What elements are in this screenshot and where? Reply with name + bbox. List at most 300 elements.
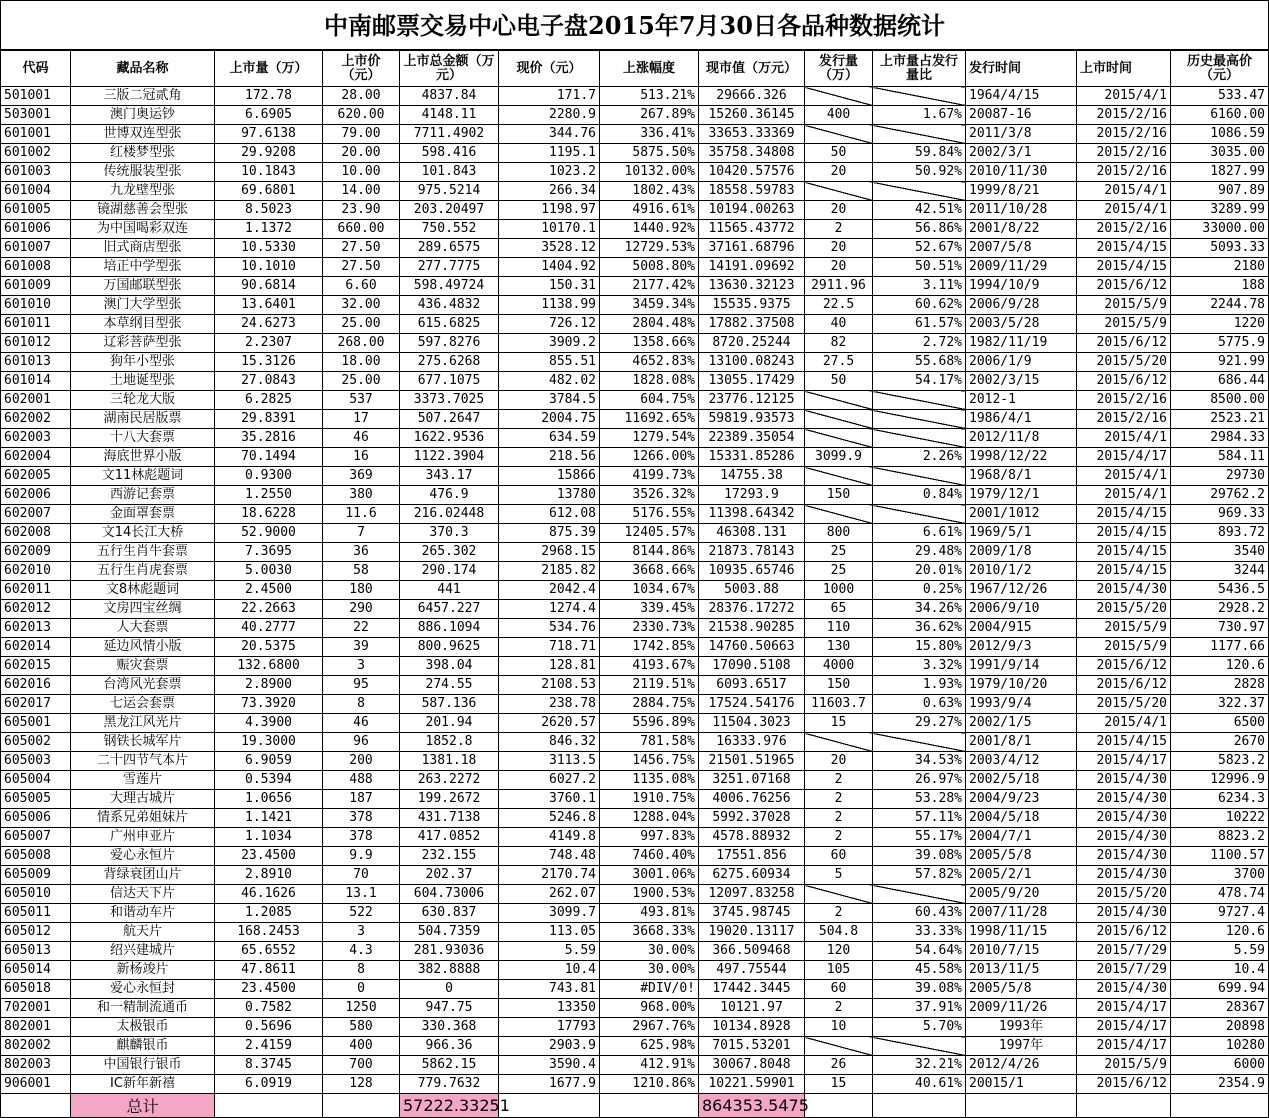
- cell-rise[interactable]: 336.41%: [600, 125, 699, 144]
- cell-name[interactable]: 海底世界小版: [71, 448, 215, 467]
- cell-high-price[interactable]: 5823.2: [1171, 752, 1269, 771]
- cell-market-value[interactable]: 14755.38: [699, 467, 805, 486]
- cell-listed-amount[interactable]: 966.36: [400, 1037, 499, 1056]
- cell-code[interactable]: 605009: [1, 866, 71, 885]
- cell-listed-ratio[interactable]: 3.32%: [873, 657, 966, 676]
- cell-rise[interactable]: 5875.50%: [600, 144, 699, 163]
- cell-listed-amount[interactable]: 677.1075: [400, 372, 499, 391]
- cell-rise[interactable]: 968.00%: [600, 999, 699, 1018]
- cell-listed-amount[interactable]: 800.9625: [400, 638, 499, 657]
- cell-issue-qty[interactable]: 15: [805, 1075, 873, 1094]
- cell-list-date[interactable]: 2015/2/16: [1077, 106, 1171, 125]
- cell-code[interactable]: 605010: [1, 885, 71, 904]
- cell-issue-date[interactable]: 2012/9/3: [966, 638, 1077, 657]
- cell-issue-date[interactable]: 2005/2/1: [966, 866, 1077, 885]
- header-listed-amount[interactable]: 上市总金额（万元）: [400, 51, 499, 87]
- cell-issue-date[interactable]: 1986/4/1: [966, 410, 1077, 429]
- cell-code[interactable]: 605018: [1, 980, 71, 999]
- cell-listed-price[interactable]: 25.00: [323, 372, 400, 391]
- cell-issue-qty[interactable]: 5: [805, 866, 873, 885]
- cell-current-price[interactable]: 150.31: [499, 277, 600, 296]
- cell-listed-qty[interactable]: 1.2085: [215, 904, 323, 923]
- cell-listed-price[interactable]: 16: [323, 448, 400, 467]
- cell-rise[interactable]: 12729.53%: [600, 239, 699, 258]
- cell-market-value[interactable]: 13630.32123: [699, 277, 805, 296]
- cell-listed-amount[interactable]: 263.2272: [400, 771, 499, 790]
- cell-market-value[interactable]: 17882.37508: [699, 315, 805, 334]
- cell-name[interactable]: 旧式商店型张: [71, 239, 215, 258]
- cell-code[interactable]: 602010: [1, 562, 71, 581]
- cell-listed-ratio[interactable]: [873, 87, 966, 106]
- cell-listed-qty[interactable]: 8.5023: [215, 201, 323, 220]
- cell-issue-date[interactable]: 2009/1/8: [966, 543, 1077, 562]
- cell-listed-amount[interactable]: 398.04: [400, 657, 499, 676]
- cell-listed-qty[interactable]: 1.1421: [215, 809, 323, 828]
- cell-issue-date[interactable]: 2012-1: [966, 391, 1077, 410]
- cell-list-date[interactable]: 2015/4/1: [1077, 182, 1171, 201]
- cell-name[interactable]: 太极银币: [71, 1018, 215, 1037]
- cell-listed-price[interactable]: 378: [323, 809, 400, 828]
- cell-listed-price[interactable]: 27.50: [323, 239, 400, 258]
- cell-listed-ratio[interactable]: 6.61%: [873, 524, 966, 543]
- cell-list-date[interactable]: 2015/4/15: [1077, 733, 1171, 752]
- cell-issue-date[interactable]: 2011/3/8: [966, 125, 1077, 144]
- cell-issue-date[interactable]: 2012/11/8: [966, 429, 1077, 448]
- cell-rise[interactable]: 1288.04%: [600, 809, 699, 828]
- cell-name[interactable]: 培正中学型张: [71, 258, 215, 277]
- cell-code[interactable]: 602003: [1, 429, 71, 448]
- cell-name[interactable]: IC新年新禧: [71, 1075, 215, 1094]
- cell-issue-qty[interactable]: 25: [805, 543, 873, 562]
- cell-code[interactable]: 802001: [1, 1018, 71, 1037]
- cell-high-price[interactable]: 478.74: [1171, 885, 1269, 904]
- cell-listed-qty[interactable]: 10.5330: [215, 239, 323, 258]
- cell-code[interactable]: 605001: [1, 714, 71, 733]
- cell-listed-qty[interactable]: 2.8900: [215, 676, 323, 695]
- cell-code[interactable]: 601003: [1, 163, 71, 182]
- cell-list-date[interactable]: 2015/4/1: [1077, 486, 1171, 505]
- cell-list-date[interactable]: 2015/4/1: [1077, 201, 1171, 220]
- cell-market-value[interactable]: 11398.64342: [699, 505, 805, 524]
- cell-current-price[interactable]: 13350: [499, 999, 600, 1018]
- cell-current-price[interactable]: 612.08: [499, 505, 600, 524]
- cell-current-price[interactable]: 875.39: [499, 524, 600, 543]
- cell-market-value[interactable]: 3745.98745: [699, 904, 805, 923]
- cell-rise[interactable]: 30.00%: [600, 942, 699, 961]
- cell-listed-price[interactable]: 95: [323, 676, 400, 695]
- cell-code[interactable]: 605003: [1, 752, 71, 771]
- cell-current-price[interactable]: 855.51: [499, 353, 600, 372]
- cell-name[interactable]: 十八大套票: [71, 429, 215, 448]
- cell-listed-price[interactable]: 14.00: [323, 182, 400, 201]
- cell-issue-qty[interactable]: 60: [805, 847, 873, 866]
- cell-current-price[interactable]: 2042.4: [499, 581, 600, 600]
- cell-issue-date[interactable]: 2002/5/18: [966, 771, 1077, 790]
- cell-issue-qty[interactable]: 800: [805, 524, 873, 543]
- cell-rise[interactable]: 1266.00%: [600, 448, 699, 467]
- cell-issue-date[interactable]: 1998/12/22: [966, 448, 1077, 467]
- cell-issue-date[interactable]: 1993/9/4: [966, 695, 1077, 714]
- cell-high-price[interactable]: 699.94: [1171, 980, 1269, 999]
- header-listed-price[interactable]: 上市价（元）: [323, 51, 400, 87]
- cell-listed-amount[interactable]: 232.155: [400, 847, 499, 866]
- cell-issue-date[interactable]: 2007/5/8: [966, 239, 1077, 258]
- cell-listed-price[interactable]: 378: [323, 828, 400, 847]
- cell-listed-qty[interactable]: 69.6801: [215, 182, 323, 201]
- header-issue-qty[interactable]: 发行量（万）: [805, 51, 873, 87]
- cell-rise[interactable]: 2330.73%: [600, 619, 699, 638]
- header-rise[interactable]: 上涨幅度: [600, 51, 699, 87]
- cell-rise[interactable]: 1910.75%: [600, 790, 699, 809]
- cell-current-price[interactable]: 726.12: [499, 315, 600, 334]
- cell-current-price[interactable]: 3784.5: [499, 391, 600, 410]
- cell-rise[interactable]: 3001.06%: [600, 866, 699, 885]
- cell-rise[interactable]: 2119.51%: [600, 676, 699, 695]
- cell-high-price[interactable]: 28367: [1171, 999, 1269, 1018]
- cell-list-date[interactable]: 2015/4/17: [1077, 448, 1171, 467]
- cell-current-price[interactable]: 2620.57: [499, 714, 600, 733]
- cell-rise[interactable]: 1456.75%: [600, 752, 699, 771]
- cell-rise[interactable]: 5176.55%: [600, 505, 699, 524]
- cell-listed-price[interactable]: 290: [323, 600, 400, 619]
- cell-market-value[interactable]: 29666.326: [699, 87, 805, 106]
- cell-listed-ratio[interactable]: [873, 410, 966, 429]
- cell-listed-ratio[interactable]: 29.48%: [873, 543, 966, 562]
- cell-listed-ratio[interactable]: 40.61%: [873, 1075, 966, 1094]
- cell-list-date[interactable]: 2015/2/16: [1077, 144, 1171, 163]
- cell-rise[interactable]: 1358.66%: [600, 334, 699, 353]
- cell-list-date[interactable]: 2015/4/1: [1077, 87, 1171, 106]
- cell-market-value[interactable]: 8720.25244: [699, 334, 805, 353]
- cell-name[interactable]: 大理古城片: [71, 790, 215, 809]
- cell-issue-date[interactable]: 2004/915: [966, 619, 1077, 638]
- cell-high-price[interactable]: 907.89: [1171, 182, 1269, 201]
- cell-issue-date[interactable]: 2004/5/18: [966, 809, 1077, 828]
- cell-list-date[interactable]: 2015/4/30: [1077, 847, 1171, 866]
- cell-issue-date[interactable]: 2010/7/15: [966, 942, 1077, 961]
- cell-name[interactable]: 本草纲目型张: [71, 315, 215, 334]
- cell-listed-amount[interactable]: 370.3: [400, 524, 499, 543]
- cell-listed-amount[interactable]: 947.75: [400, 999, 499, 1018]
- cell-listed-qty[interactable]: 168.2453: [215, 923, 323, 942]
- cell-list-date[interactable]: 2015/4/15: [1077, 239, 1171, 258]
- cell-market-value[interactable]: 5003.88: [699, 581, 805, 600]
- cell-name[interactable]: 三轮龙大版: [71, 391, 215, 410]
- cell-current-price[interactable]: 2108.53: [499, 676, 600, 695]
- cell-listed-amount[interactable]: 417.0852: [400, 828, 499, 847]
- cell-code[interactable]: 602009: [1, 543, 71, 562]
- cell-market-value[interactable]: 4006.76256: [699, 790, 805, 809]
- cell-listed-amount[interactable]: 4837.84: [400, 87, 499, 106]
- cell-name[interactable]: 中国银行银币: [71, 1056, 215, 1075]
- cell-name[interactable]: 土地诞型张: [71, 372, 215, 391]
- cell-listed-ratio[interactable]: 3.11%: [873, 277, 966, 296]
- cell-listed-ratio[interactable]: 26.97%: [873, 771, 966, 790]
- total-label[interactable]: 总计: [71, 1094, 215, 1118]
- cell-current-price[interactable]: 846.32: [499, 733, 600, 752]
- cell-listed-price[interactable]: 8: [323, 695, 400, 714]
- cell-current-price[interactable]: 266.34: [499, 182, 600, 201]
- cell-listed-ratio[interactable]: 39.08%: [873, 847, 966, 866]
- cell-list-date[interactable]: 2015/6/12: [1077, 334, 1171, 353]
- cell-listed-qty[interactable]: 7.3695: [215, 543, 323, 562]
- cell-listed-price[interactable]: 187: [323, 790, 400, 809]
- cell-listed-price[interactable]: 46: [323, 429, 400, 448]
- cell-issue-date[interactable]: 1964/4/15: [966, 87, 1077, 106]
- cell-code[interactable]: 601008: [1, 258, 71, 277]
- cell-listed-ratio[interactable]: [873, 391, 966, 410]
- cell-name[interactable]: 和谐动车片: [71, 904, 215, 923]
- cell-list-date[interactable]: 2015/4/17: [1077, 752, 1171, 771]
- cell-high-price[interactable]: 10222: [1171, 809, 1269, 828]
- cell-issue-date[interactable]: 1979/10/20: [966, 676, 1077, 695]
- cell-listed-price[interactable]: 11.6: [323, 505, 400, 524]
- header-name[interactable]: 藏品名称: [71, 51, 215, 87]
- cell-issue-date[interactable]: 1994/10/9: [966, 277, 1077, 296]
- cell-issue-qty[interactable]: 2: [805, 771, 873, 790]
- cell-rise[interactable]: 10132.00%: [600, 163, 699, 182]
- cell-name[interactable]: 五行生肖虎套票: [71, 562, 215, 581]
- cell-high-price[interactable]: 5775.9: [1171, 334, 1269, 353]
- total-cell-high[interactable]: [1171, 1094, 1269, 1118]
- cell-issue-date[interactable]: 20015/1: [966, 1075, 1077, 1094]
- cell-issue-qty[interactable]: 10: [805, 1018, 873, 1037]
- cell-listed-amount[interactable]: 382.8888: [400, 961, 499, 980]
- cell-listed-qty[interactable]: 1.1034: [215, 828, 323, 847]
- cell-issue-qty[interactable]: [805, 125, 873, 144]
- cell-listed-qty[interactable]: 52.9000: [215, 524, 323, 543]
- cell-current-price[interactable]: 3528.12: [499, 239, 600, 258]
- cell-listed-amount[interactable]: 265.302: [400, 543, 499, 562]
- cell-name[interactable]: 传统服装型张: [71, 163, 215, 182]
- cell-high-price[interactable]: 188: [1171, 277, 1269, 296]
- cell-issue-date[interactable]: 2002/3/1: [966, 144, 1077, 163]
- cell-code[interactable]: 601012: [1, 334, 71, 353]
- cell-listed-qty[interactable]: 29.9208: [215, 144, 323, 163]
- cell-code[interactable]: 605008: [1, 847, 71, 866]
- cell-listed-price[interactable]: 7: [323, 524, 400, 543]
- cell-list-date[interactable]: 2015/4/15: [1077, 258, 1171, 277]
- cell-listed-qty[interactable]: 23.4500: [215, 847, 323, 866]
- cell-high-price[interactable]: 322.37: [1171, 695, 1269, 714]
- cell-listed-qty[interactable]: 0.7582: [215, 999, 323, 1018]
- cell-market-value[interactable]: 10194.00263: [699, 201, 805, 220]
- cell-code[interactable]: 601005: [1, 201, 71, 220]
- cell-listed-price[interactable]: 8: [323, 961, 400, 980]
- cell-listed-price[interactable]: 180: [323, 581, 400, 600]
- cell-listed-price[interactable]: 580: [323, 1018, 400, 1037]
- cell-name[interactable]: 和一精制流通币: [71, 999, 215, 1018]
- cell-listed-ratio[interactable]: 55.17%: [873, 828, 966, 847]
- cell-current-price[interactable]: 218.56: [499, 448, 600, 467]
- cell-issue-date[interactable]: 1968/8/1: [966, 467, 1077, 486]
- cell-listed-price[interactable]: 18.00: [323, 353, 400, 372]
- cell-name[interactable]: 黑龙江风光片: [71, 714, 215, 733]
- cell-market-value[interactable]: 6275.60934: [699, 866, 805, 885]
- cell-high-price[interactable]: 5436.5: [1171, 581, 1269, 600]
- total-cell-issue[interactable]: [805, 1094, 873, 1118]
- cell-listed-ratio[interactable]: 59.84%: [873, 144, 966, 163]
- cell-high-price[interactable]: 1177.66: [1171, 638, 1269, 657]
- total-cell-list-date[interactable]: [1077, 1094, 1171, 1118]
- cell-issue-date[interactable]: 2002/3/15: [966, 372, 1077, 391]
- cell-issue-qty[interactable]: 3099.9: [805, 448, 873, 467]
- cell-list-date[interactable]: 2015/5/20: [1077, 353, 1171, 372]
- cell-name[interactable]: 钢铁长城军片: [71, 733, 215, 752]
- cell-high-price[interactable]: 3244: [1171, 562, 1269, 581]
- cell-listed-qty[interactable]: 40.2777: [215, 619, 323, 638]
- cell-listed-ratio[interactable]: 56.86%: [873, 220, 966, 239]
- cell-name[interactable]: 信达天下片: [71, 885, 215, 904]
- cell-issue-qty[interactable]: 20: [805, 163, 873, 182]
- cell-rise[interactable]: 1135.08%: [600, 771, 699, 790]
- cell-rise[interactable]: 1900.53%: [600, 885, 699, 904]
- cell-high-price[interactable]: 9727.4: [1171, 904, 1269, 923]
- cell-list-date[interactable]: 2015/5/20: [1077, 695, 1171, 714]
- total-cell-price[interactable]: [323, 1094, 400, 1118]
- cell-issue-qty[interactable]: 2: [805, 790, 873, 809]
- cell-high-price[interactable]: 2828: [1171, 676, 1269, 695]
- cell-list-date[interactable]: 2015/6/12: [1077, 277, 1171, 296]
- cell-listed-qty[interactable]: 24.6273: [215, 315, 323, 334]
- cell-code[interactable]: 605006: [1, 809, 71, 828]
- cell-rise[interactable]: 8144.86%: [600, 543, 699, 562]
- cell-listed-amount[interactable]: 216.02448: [400, 505, 499, 524]
- cell-rise[interactable]: 3668.66%: [600, 562, 699, 581]
- cell-issue-qty[interactable]: 40: [805, 315, 873, 334]
- cell-listed-qty[interactable]: 70.1494: [215, 448, 323, 467]
- cell-current-price[interactable]: 10170.1: [499, 220, 600, 239]
- cell-market-value[interactable]: 14760.50663: [699, 638, 805, 657]
- cell-issue-date[interactable]: 1997年: [966, 1037, 1077, 1056]
- cell-issue-qty[interactable]: 120: [805, 942, 873, 961]
- cell-current-price[interactable]: 1198.97: [499, 201, 600, 220]
- cell-listed-amount[interactable]: 1381.18: [400, 752, 499, 771]
- cell-issue-date[interactable]: 1993年: [966, 1018, 1077, 1037]
- cell-listed-qty[interactable]: 35.2816: [215, 429, 323, 448]
- cell-list-date[interactable]: 2015/4/15: [1077, 543, 1171, 562]
- cell-market-value[interactable]: 46308.131: [699, 524, 805, 543]
- cell-name[interactable]: 文11林彪题词: [71, 467, 215, 486]
- cell-listed-qty[interactable]: 13.6401: [215, 296, 323, 315]
- cell-issue-date[interactable]: 1998/11/15: [966, 923, 1077, 942]
- cell-current-price[interactable]: 1274.4: [499, 600, 600, 619]
- cell-issue-date[interactable]: 1999/8/21: [966, 182, 1077, 201]
- cell-high-price[interactable]: 3540: [1171, 543, 1269, 562]
- cell-issue-qty[interactable]: 2: [805, 904, 873, 923]
- cell-listed-price[interactable]: 128: [323, 1075, 400, 1094]
- cell-listed-ratio[interactable]: [873, 885, 966, 904]
- cell-name[interactable]: 九龙壁型张: [71, 182, 215, 201]
- cell-code[interactable]: 601010: [1, 296, 71, 315]
- cell-market-value[interactable]: 6093.6517: [699, 676, 805, 695]
- cell-issue-date[interactable]: 2006/9/28: [966, 296, 1077, 315]
- cell-list-date[interactable]: 2015/4/1: [1077, 467, 1171, 486]
- cell-market-value[interactable]: 18558.59783: [699, 182, 805, 201]
- header-listed-qty[interactable]: 上市量（万）: [215, 51, 323, 87]
- cell-issue-date[interactable]: 1967/12/26: [966, 581, 1077, 600]
- cell-listed-qty[interactable]: 27.0843: [215, 372, 323, 391]
- cell-listed-qty[interactable]: 4.3900: [215, 714, 323, 733]
- cell-high-price[interactable]: 12996.9: [1171, 771, 1269, 790]
- cell-current-price[interactable]: 482.02: [499, 372, 600, 391]
- cell-issue-qty[interactable]: 27.5: [805, 353, 873, 372]
- cell-listed-price[interactable]: 0: [323, 980, 400, 999]
- cell-list-date[interactable]: 2015/4/17: [1077, 999, 1171, 1018]
- cell-name[interactable]: 西游记套票: [71, 486, 215, 505]
- cell-list-date[interactable]: 2015/4/30: [1077, 866, 1171, 885]
- cell-list-date[interactable]: 2015/5/9: [1077, 619, 1171, 638]
- cell-listed-ratio[interactable]: 2.26%: [873, 448, 966, 467]
- cell-listed-amount[interactable]: 598.416: [400, 144, 499, 163]
- cell-name[interactable]: 辽彩菩萨型张: [71, 334, 215, 353]
- cell-name[interactable]: 人大套票: [71, 619, 215, 638]
- cell-list-date[interactable]: 2015/5/20: [1077, 885, 1171, 904]
- cell-issue-date[interactable]: 2006/9/10: [966, 600, 1077, 619]
- cell-high-price[interactable]: 730.97: [1171, 619, 1269, 638]
- cell-market-value[interactable]: 3251.07168: [699, 771, 805, 790]
- cell-listed-amount[interactable]: 441: [400, 581, 499, 600]
- cell-listed-ratio[interactable]: 29.27%: [873, 714, 966, 733]
- cell-rise[interactable]: 1034.67%: [600, 581, 699, 600]
- cell-listed-ratio[interactable]: 42.51%: [873, 201, 966, 220]
- cell-listed-qty[interactable]: 0.5394: [215, 771, 323, 790]
- cell-current-price[interactable]: 171.7: [499, 87, 600, 106]
- cell-issue-date[interactable]: 2001/8/1: [966, 733, 1077, 752]
- cell-listed-price[interactable]: 22: [323, 619, 400, 638]
- cell-listed-price[interactable]: 96: [323, 733, 400, 752]
- cell-current-price[interactable]: 6027.2: [499, 771, 600, 790]
- cell-code[interactable]: 802003: [1, 1056, 71, 1075]
- cell-code[interactable]: 601013: [1, 353, 71, 372]
- cell-listed-amount[interactable]: 750.552: [400, 220, 499, 239]
- cell-listed-amount[interactable]: 5862.15: [400, 1056, 499, 1075]
- cell-list-date[interactable]: 2015/4/30: [1077, 828, 1171, 847]
- cell-issue-date[interactable]: 2005/5/8: [966, 847, 1077, 866]
- cell-listed-ratio[interactable]: 20.01%: [873, 562, 966, 581]
- cell-name[interactable]: 为中国喝彩双连: [71, 220, 215, 239]
- cell-name[interactable]: 赈灾套票: [71, 657, 215, 676]
- cell-code[interactable]: 602004: [1, 448, 71, 467]
- cell-current-price[interactable]: 718.71: [499, 638, 600, 657]
- cell-listed-price[interactable]: 537: [323, 391, 400, 410]
- cell-issue-qty[interactable]: 2: [805, 999, 873, 1018]
- cell-listed-qty[interactable]: 1.0656: [215, 790, 323, 809]
- cell-current-price[interactable]: 10.4: [499, 961, 600, 980]
- cell-listed-price[interactable]: 4.3: [323, 942, 400, 961]
- cell-listed-amount[interactable]: 202.37: [400, 866, 499, 885]
- cell-rise[interactable]: 1802.43%: [600, 182, 699, 201]
- cell-listed-qty[interactable]: 20.5375: [215, 638, 323, 657]
- cell-market-value[interactable]: 15260.36145: [699, 106, 805, 125]
- cell-code[interactable]: 602017: [1, 695, 71, 714]
- cell-listed-amount[interactable]: 587.136: [400, 695, 499, 714]
- cell-listed-ratio[interactable]: 0.25%: [873, 581, 966, 600]
- total-amount[interactable]: 57222.33251: [400, 1094, 499, 1118]
- cell-listed-price[interactable]: 369: [323, 467, 400, 486]
- cell-issue-date[interactable]: 2013/11/5: [966, 961, 1077, 980]
- cell-name[interactable]: 新杨竣片: [71, 961, 215, 980]
- cell-name[interactable]: 文房四宝丝绸: [71, 600, 215, 619]
- cell-market-value[interactable]: 15331.85286: [699, 448, 805, 467]
- cell-issue-date[interactable]: 2002/1/5: [966, 714, 1077, 733]
- cell-listed-ratio[interactable]: 0.84%: [873, 486, 966, 505]
- cell-issue-date[interactable]: 2004/9/23: [966, 790, 1077, 809]
- cell-listed-qty[interactable]: 10.1843: [215, 163, 323, 182]
- cell-listed-qty[interactable]: 0.5696: [215, 1018, 323, 1037]
- cell-market-value[interactable]: 37161.68796: [699, 239, 805, 258]
- cell-listed-amount[interactable]: 289.6575: [400, 239, 499, 258]
